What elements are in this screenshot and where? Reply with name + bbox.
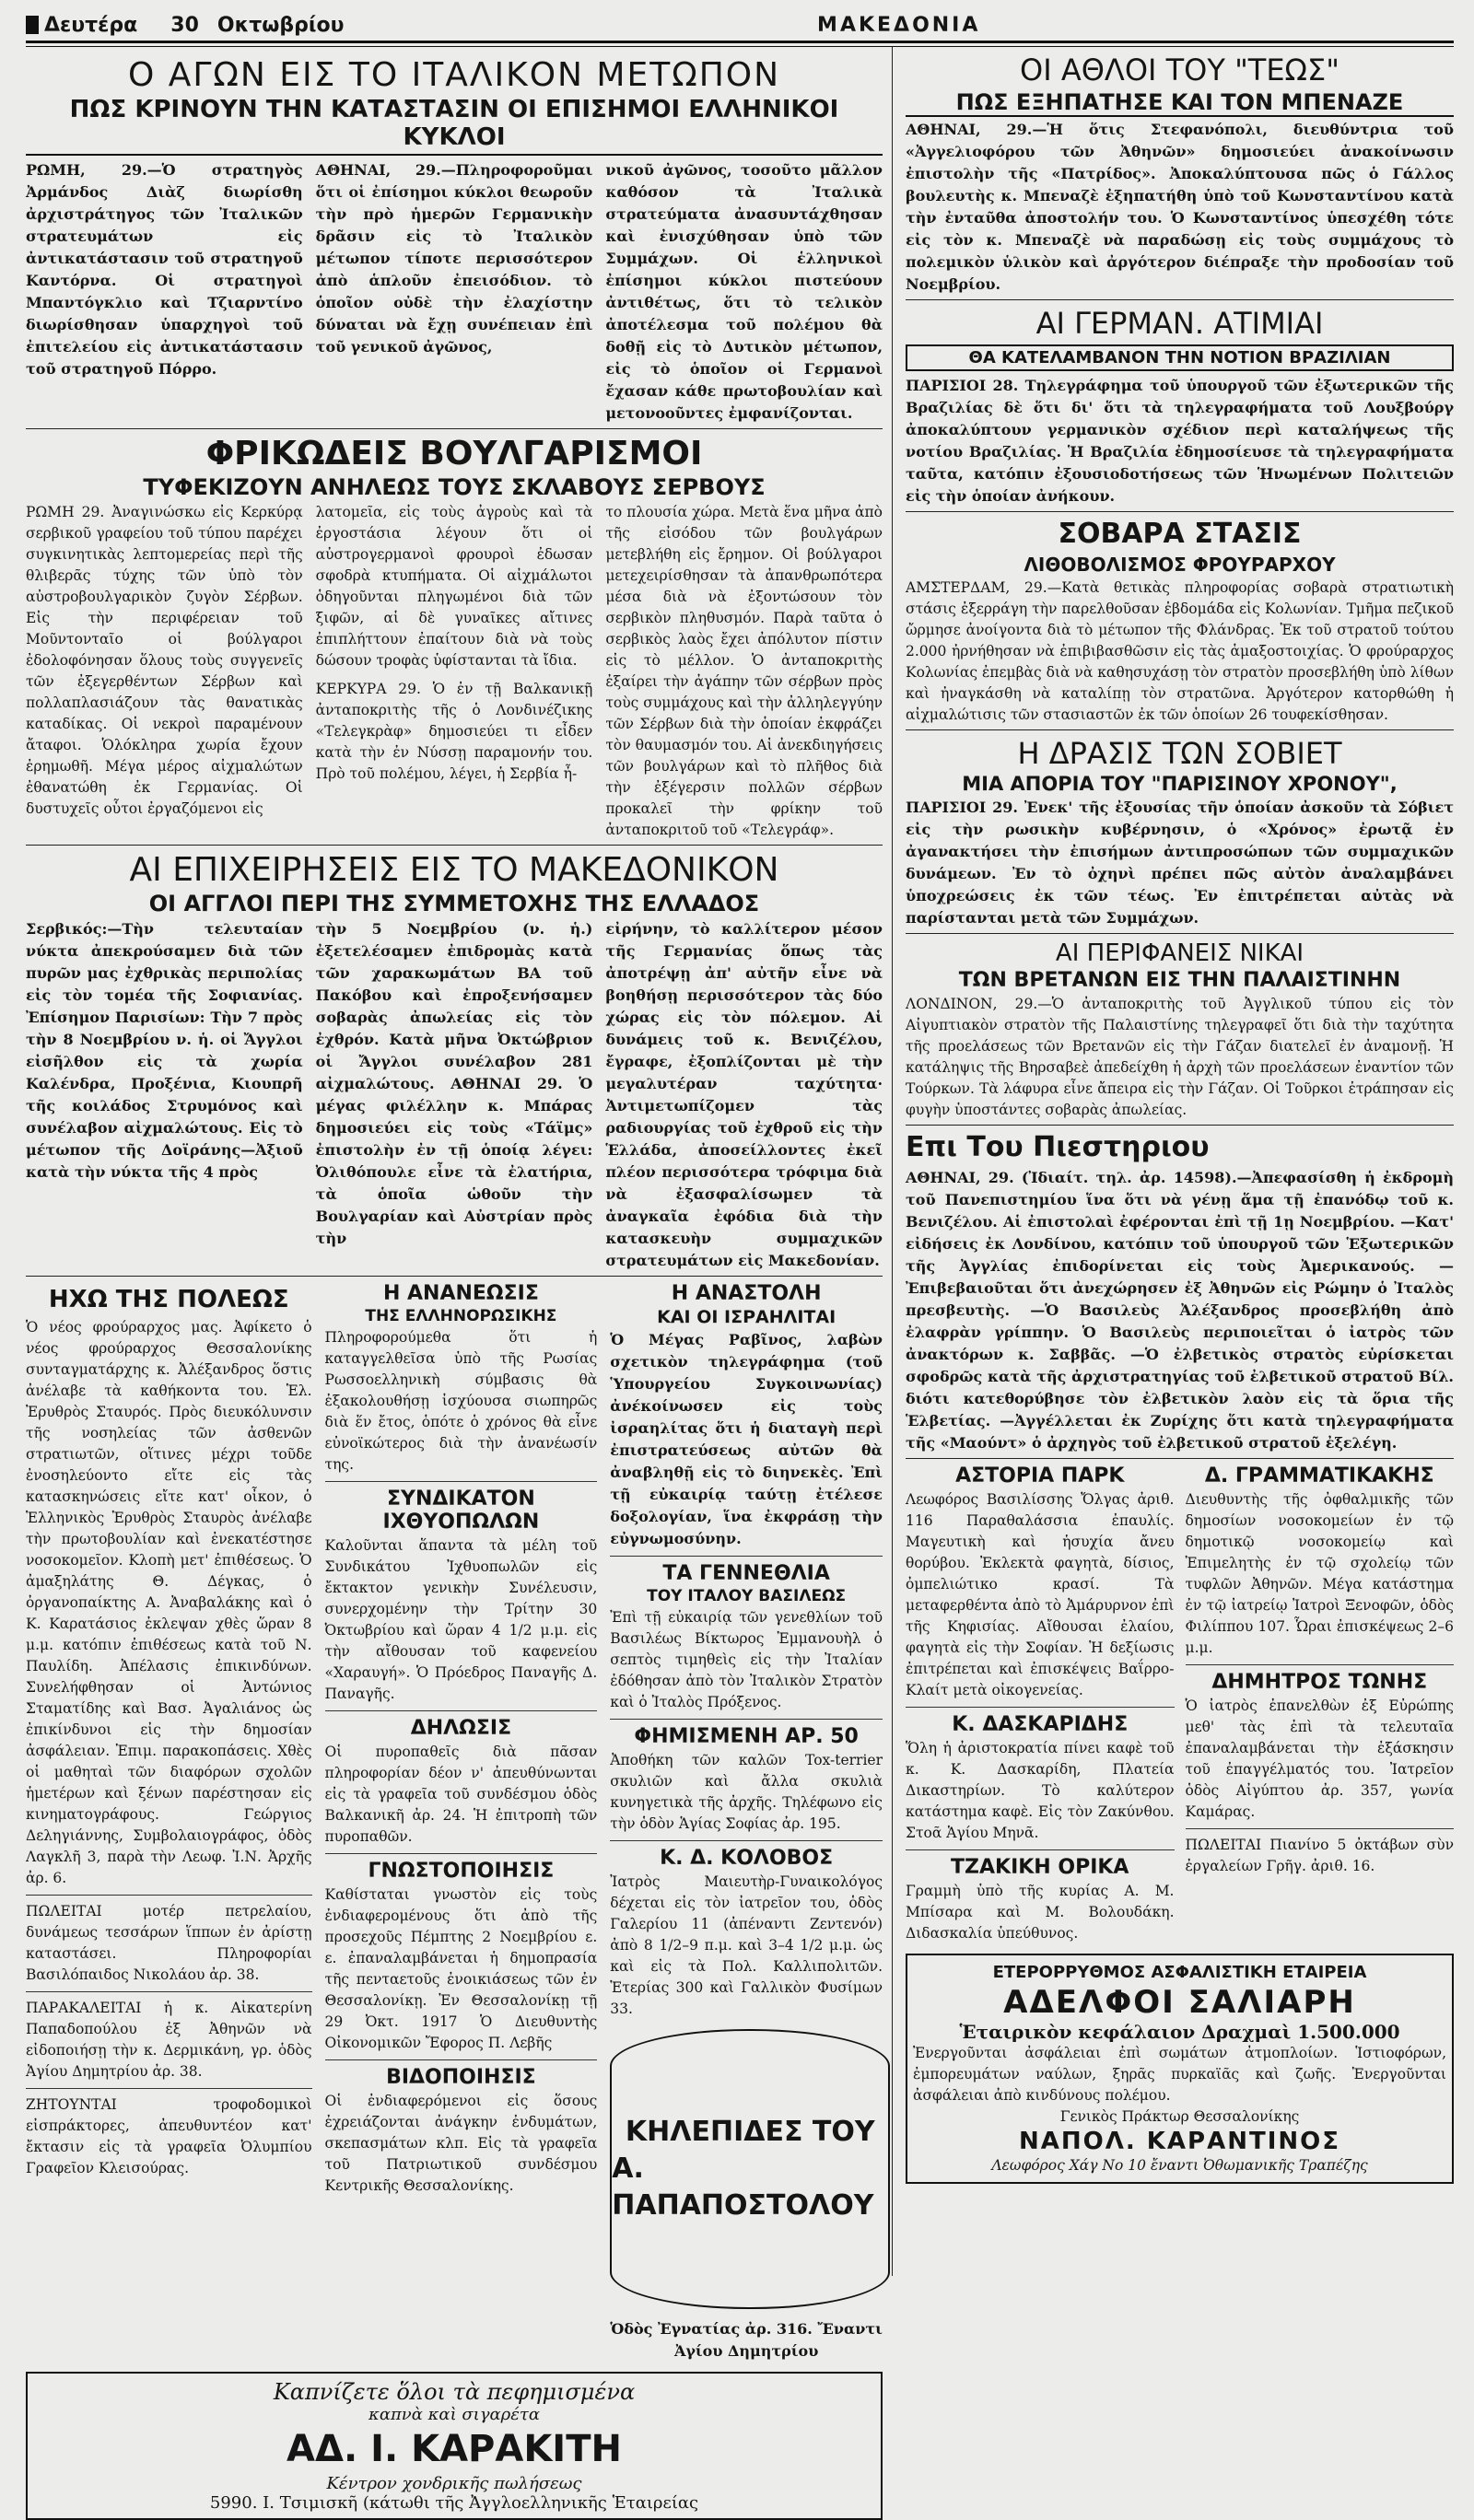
dask-title: Κ. ΔΑΣΚΑΡΙΔΗΣ	[952, 1713, 1129, 1736]
drops-text: Ἀποθήκη τῶν καλῶν Tox-terrier σκυλιῶν καὶ ἄλλα σκυλιὰ κυνηγετικὰ τῆς ἀρχῆς. Τηλέφωνο εἰς τὴν ὁδὸν Ἁγίας Σοφίας ἀρ. 195.	[610, 1752, 883, 1832]
maced-col1: Σερβικός:—Τὴν τελευταίαν νύκτα ἀπεκρούσαμεν διὰ τῶν πυρῶν μας ἐχθρικὰς περιπολίας εἰς τὸν τομέα τῆς Σοφιανίας. Ἐπίσημον Παρισίων: Τὴν 7 πρὸς τὴν 8 Νοεμβρίου ν. ἡ. οἱ Ἄγγλοι εἰσῆλθον εἰς τὰ χωρία Καλένδρα, Προξένια, Κιουπρῆ τῆς κοιλάδος Στρυμόνος καὶ συνέλαβον αἰχμαλώτους. Εἰς τὸ μέτωπον τῆς Δοϊράνης—Ἀξιοῦ κατὰ τὴν νύκτα τῆς 4 πρὸς	[26, 920, 303, 1181]
right-ads	[906, 1463, 1454, 1944]
insurance-header: ΕΤΕΡΟΡΡΥΘΜΟΣ ΑΣΦΑΛΙΣΤΙΚΗ ΕΤΑΙΡΕΙΑ	[992, 1963, 1367, 1982]
karakiti-line2: καπνὰ καὶ σιγαρέτα	[368, 2405, 540, 2424]
serious-title: ΣΟΒΑΡΑ ΣΤΑΣΙΣ	[1058, 518, 1302, 550]
karakiti-line1: Καπνίζετε ὅλοι τὰ πεφημισμένα	[273, 2379, 636, 2405]
masthead-day: Δευτέρα	[44, 13, 138, 37]
soviet-title: Η ΔΡΑΣΙΣ ΤΩΝ ΣΟΒΙΕΤ	[1017, 736, 1342, 771]
press-text: ΑΘΗΝΑΙ, 29. (Ἰδιαίτ. τηλ. ἀρ. 14598).—Ἀπεφασίσθη ἡ ἐκδρομὴ τοῦ Πανεπιστημίου ἵνα ὅτι νὰ γένῃ ἅμα τῇ ἐπανόδῳ τοῦ κ. Βενιζέλου. Αἱ ἐπιστολαὶ ἐφέρονται ἐπὶ τῇ 1ῃ Νοεμβρίου. —Κατ' εἰδήσεις ἐκ Λονδίνου, κατόπιν τοῦ ὑπουργοῦ τῶν Ἑξωτερικῶν τῆς Ἀγγλίας ἐπιδορίνεται εἰς τοὺς Ἀμερικανούς. —Ἐπιβεβαιοῦται ὅτι ἀνεχώρησεν ἐξ Ἀθηνῶν εἰς Ρώμην ὁ Ἰταλὸς πρεσβευτὴς. —Ὁ Βασιλεὺς Ἀλέξανδρος προσεβλήθη ἀπὸ ἐλαφρὰν γρίππην. Ὁ Βασιλεὺς περιποιεῖται ὁ ἰατρὸς τῶν ἀνακτόρων κ. Σαββᾶς. —Ὁ ἐλβετικὸς στρατὸς εὑρίσκεται σφοδρῶς κατὰ τῆς ἀρχιστρατηγίας τοῦ ἐλβετικοῦ στρατοῦ Βίλ. διότι κατεθορύβησε τὸν ἐλβετικὸν λαὸν εἰς τὰ ὅρια τῆς Ἑλβετίας. —Ἀγγέλλεται ἐκ Ζυρίχης ὅτι κατὰ τηλεγραφήματα τῆς «Μαούντ» ὁ ἀρχηγὸς τοῦ ἐλβετικοῦ στρατοῦ ἐξελέγη.	[906, 1169, 1454, 1452]
maced-col2: τὴν 5 Νοεμβρίου (ν. ἡ.) ἐξετελέσαμεν ἐπιδρομὰς κατὰ τῶν χαρακωμάτων ΒΑ τοῦ Πακόβου καὶ ἐπροξενήσαμεν σοβαρὰς ἀπωλείας εἰς τὸν ἐχθρόν. Κατὰ μῆνα Ὀκτώβριον οἱ Ἄγγλοι συνέλαβον 281 αἰχμαλώτους. ΑΘΗΝΑΙ 29. Ὁ μέγας φιλέλλην κ. Μπάρας δημοσιεύει εἰς τοὺς «Τάϊμς» ἐπιστολὴν ἐν τῇ ὁποίᾳ λέγει: Ὀλιθόπουλε εἶνε τὰ ἐλατήρια, τὰ ὁποῖα ὡθοῦν τὴν Βουλγαρίαν καὶ Αὐστρίαν πρὸς τὴν	[315, 920, 593, 1247]
small-ad-2: ΠΑΡΑΚΑΛΕΙΤΑΙ ἡ κ. Αἰκατερίνη Παπαδοπούλου ἐξ Ἀθηνῶν νὰ εἰδοποιήσῃ τὴν κ. Δερμικάνη, γρ. ὁδὸς Ἀγίου Δημητρίου ἀρ. 38.	[26, 2000, 312, 2080]
germ-subtitle: ΘΑ ΚΑΤΕΛΑΜΒΑΝΟΝ ΤΗΝ ΝΟΤΙΟΝ ΒΡΑΖΙΛΙΑΝ	[906, 344, 1454, 371]
emblem-line2: Α. ΠΑΠΑΠΟΣΤΟΛΟΥ	[612, 2152, 874, 2222]
bulgar-article	[26, 502, 883, 841]
karakiti-ad	[26, 2372, 883, 2520]
masthead-month: Οκτωβρίου	[216, 13, 345, 37]
front-col3: νικοῦ ἀγῶνος, τοσοῦτο μᾶλλον καθόσον τὰ Ἰταλικὰ στρατεύματα ἀνασυντάχθησαν καὶ ἐνισχύθησαν ὑπὸ τῶν Συμμάχων. Οἱ ἑλληνικοὶ ἐπίσημοι κύκλοι πιστεύουν ἀντιθέτως, ὅτι τὸ τελικὸν ἀποτέλεσμα τοῦ πολέμου θὰ δοθῇ εἰς τὸ Δυτικὸν μέτωπον, εἰς τὸ ὁποῖον οἱ Γερμανοὶ ἔχασαν κάθε πρωτοβουλίαν καὶ μετονοοῦντες ἐμφανίζονται.	[605, 161, 883, 422]
front-article	[26, 159, 883, 425]
karakiti-line4: 5990. Ι. Τσιμισκῆ (κάτωθι τῆς Ἀγγλοελληνικῆς Ἑταιρείας	[209, 2493, 699, 2513]
front-subtitle: ΠΩΣ ΚΡΙΝΟΥΝ ΤΗΝ ΚΑΤΑΣΤΑΣΙΝ ΟΙ ΕΠΙΣΗΜΟΙ ΕΛΛΗΝΙΚΟΙ ΚΥΚΛΟΙ	[26, 96, 883, 156]
brit-subtitle: ΤΩΝ ΒΡΕΤΑΝΩΝ ΕΙΣ ΤΗΝ ΠΑΛΑΙΣΤΙΝΗΝ	[958, 969, 1401, 992]
park-title: ΑΣΤΟΡΙΑ ΠΑΡΚ	[955, 1464, 1125, 1488]
insurance-address: Λεωφόρος Χάγ Νο 10 ἔναντι Ὀθωμανικῆς Τραπέζης	[991, 2157, 1368, 2174]
tes-text: ΑΘΗΝΑΙ, 29.—Ἡ ὅτις Στεφανόπολι, διευθύντρια τοῦ «Ἀγγελιοφόρου τῶν Ἀθηνῶν» δημοσιεύει ἀνακοίνωσιν ἐπιστολὴν τῆς «Πατρίδος». Ἀποκαλύπτουσα πῶς ὁ Γάλλος βουλευτὴς κ. Μπεναζὲ ἐξηπατήθη ὑπὸ τοῦ Κωνσταντίνου κατὰ τὴν ἐνταῦθα ἀποστολήν του. Ὁ Κωνσταντίνος ὑπεσχέθη τότε εἰς τὸν κ. Μπεναζὲ νὰ παραδώσῃ εἰς τοὺς συμμάχους τὸ πολεμικὸν ὑλικὸν καὶ ἀργότερον διέπραξε τὴν προδοσίαν τοῦ Νοεμβρίου.	[906, 121, 1454, 293]
right-section	[893, 47, 1454, 2276]
front-col1: ΡΩΜΗ, 29.—Ὁ στρατηγὸς Ἀρμάνδος Διὰζ διωρίσθη ἀρχιστράτηγος τῶν Ἰταλικῶν στρατευμάτων εἰς ἀντικατάστασιν τοῦ στρατηγοῦ Καντόρνα. Οἱ στρατηγοὶ Μπαντόγκλιο καὶ Τζιαρντίνο διωρίσθησαν ὑπαρχηγοὶ τοῦ ἐπιτελείου εἰς ἀντικατάστασιν τοῦ στρατηγοῦ Πόρρο.	[26, 161, 303, 378]
small-ad-1: ΠΩΛΕΙΤΑΙ μοτέρ πετρελαίου, δυνάμεως τεσσάρων ἵππων ἐν ἀρίστῃ καταστάσει. Πληροφορίαι Βασιλόπαιδος Νικολάου ἀρ. 38.	[26, 1903, 312, 1983]
masthead-page-number: 30	[170, 13, 199, 37]
serious-text: ΑΜΣΤΕΡΔΑΜ, 29.—Κατὰ θετικὰς πληροφορίας σοβαρὰ στρατιωτικὴ στάσις ἐξερράγη τὴν παρελθοῦσαν ἐβδομάδα εἰς Κολωνίαν. Τμῆμα πεζικοῦ ὤρμησε ἀνοίγοντα διὰ τὸ μέτωπον τῆς Φλάνδρας. Ἐκ τοῦ στρατοῦ τούτου 2.000 ἠρνήθησαν νὰ ἐπιβιβασθῶσιν εἰς τὰς ἁμαξοστοιχίας. Ὁ φρούραρχος Κολωνίας ἐπεμβὰς διὰ νὰ καθησυχάσῃ τὸν στρατὸν προσεβλήθη ὑπὸ λίθων καὶ ἠναγκάσθη νὰ καταλίπῃ τὸν στρατῶνα. Ἀργότερον κατορθώθη ἡ αἰχμαλώτισις τῶν στασιαστῶν ἐκ τῶν ὁποίων 26 τουφεκίσθησαν.	[906, 579, 1454, 723]
insurance-ad	[906, 1954, 1454, 2184]
rebirth-text: Ὁ Μέγας Ραβῖνος, λαβὼν σχετικὸν τηλεγράφημα (τοῦ Ὑπουργείου Συγκοινωνίας) ἀνέκοίνωσεν εἰς τοὺς ἰσραηλίτας ὅτι ἡ διαταγὴ περὶ ἐπιστρατεύσεως αὐτῶν θὰ ἀναβληθῇ εἰς τὸ διηνεκὲς. Ἐπὶ τῇ εὐκαιρίᾳ ταύτῃ ἐτέλεσε δοξολογίαν, ἵνα ἐκφράσῃ τὴν εὐγνωμοσύνην.	[610, 1331, 883, 1547]
bulgar-col2: λατομεῖα, εἰς τοὺς ἀγροὺς καὶ τὰ ἐργοστάσια λέγουν ὅτι οἱ αὐστρογερμανοὶ φρουροὶ ἐδωσαν σφοδρὰ κτυπήματα. Οἱ αἰχμάλωτοι ὁδηγοῦνται πληγωμένοι διὰ τῶν ξιφῶν, αἱ δὲ γυναῖκες αἴτινες ἐπιπλήττουν ἐπαίτουν διὰ νὰ τοὺς δώσουν τροφὰς ὑφίστανται τὰ ἴδια.	[315, 504, 593, 669]
kolovos-text: Ἰατρὸς Μαιευτὴρ-Γυναικολόγος δέχεται εἰς τὸν ἰατρεῖον του, ὁδὸς Γαλερίου 11 (ἀπέναντι Ζεντενόν) ἀπὸ 8 1/2–9 π.μ. καὶ 3–4 1/2 μ.μ. ὡς καὶ εἰς τὰ Πολ. Καλλιπολιτῶν. Ἑτερίας 300 καὶ Γαλλικὸν Φυσίμων 33.	[610, 1873, 883, 2017]
echo-title: ΗΧΩ ΤΗΣ ΠΟΛΕΩΣ	[48, 1286, 289, 1313]
tes-subtitle: ΠΩΣ ΕΞΗΠΑΤΗΣΕ ΚΑΙ ΤΟΝ ΜΠΕΝΑΖΕ	[906, 89, 1454, 117]
front-col2: ΑΘΗΝΑΙ, 29.—Πληροφοροῦμαι ὅτι οἱ ἐπίσημοι κύκλοι θεωροῦν τὴν πρὸ ἡμερῶν Γερμανικὴν δρᾶσιν εἰς τὸ Ἰταλικὸν μέτωπον τίποτε περισσότερον ἀπὸ ἁπλοῦν ἐπεισόδιον. τὸ ὁποῖον οὐδὲ τὴν ἐλαχίστην δύναται νὰ ἔχῃ συνέπειαν ἐπὶ τοῦ γενικοῦ ἀγῶνος,	[315, 161, 593, 356]
lower-left	[26, 1280, 883, 2362]
tonis-text: Ὁ ἰατρὸς ἐπανελθὼν ἐξ Εὐρώπης μεθ' τὰς ἐπὶ τὰ τελευταῖα ἐπαναλαμβάνεται τὴν ἐξάσκησιν τοῦ ἐπαγγέλματός του. Ἰατρεῖον ὁδὸς Αἰγύπτου ἀρ. 357, γωνία Καμάρας.	[1185, 1698, 1454, 1820]
tzaj-text: Γραμμὴ ὑπὸ τῆς κυρίας Α. Μ. Μπίσαρα καὶ Μ. Βολουδάκη. Διδασκαλία ὑπεύθυνος.	[906, 1883, 1175, 1942]
bid-title: ΒΙΔΟΠΟΙΗΣΙΣ	[386, 2066, 536, 2089]
serious-subtitle: ΛΙΘΟΒΟΛΙΣΜΟΣ ΦΡΟΥΡΑΡΧΟΥ	[1024, 554, 1336, 576]
tzaj-title: ΤΖΑΚΙΚΗ ΟΡΙΚΑ	[951, 1856, 1129, 1879]
rebirth-subtitle: ΚΑΙ ΟΙ ΙΣΡΑΗΛΙΤΑΙ	[657, 1307, 836, 1327]
soviet-subtitle: ΜΙΑ ΑΠΟΡΙΑ ΤΟΥ "ΠΑΡΙΣΙΝΟΥ ΧΡΟΝΟΥ",	[962, 773, 1398, 795]
germ-text: ΠΑΡΙΣΙΟΙ 28. Τηλεγράφημα τοῦ ὑπουργοῦ τῶν ἐξωτερικῶν τῆς Βραζιλίας δὲ ὅτι δι' ὅτι τὰ τηλεγραφήματα τοῦ Λουξβούργ ἀποκαλύπτουν γερμανικὸν σχέδιον περὶ καταλήψεως τῆς νοτίου Βραζιλίας. Ἡ Βραζιλία ἐδημοσίευσε τὰ τηλεγραφήματα ταῦτα, κατόπιν ἐξουσιοδοτήσεως τῶν Ἡνωμένων Πολιτειῶν εἰς τὴν ὁποίαν ἀνήκουν.	[906, 377, 1454, 505]
soviet-text: ΠΑΡΙΣΙΟΙ 29. Ἐνεκ' τῆς ἐξουσίας τῆν ὁποίαν ἀσκοῦν τὰ Σόβιετ εἰς τὴν ρωσικὴν κυβέρνησιν, ὁ «Χρόνος» ἐρωτᾷ ἐν ἀγανακτήσει τὴν ἐπισήμων ἀντιπροσώπων τῶν συμμαχικῶν δυνάμεων. Ἐν τὸ ὀχηνὶ πρέπει πῶς αὐτὸν ἀναλαμβάνει ὑποχρεώσεις ἐκ τῶν τέως. Ἐν ἐπιτρέπεται αὐτὰς νὰ παρίστανται μετὰ τῶν Συμμάχων.	[906, 799, 1454, 927]
insurance-name: ΑΔΕΛΦΟΙ ΣΑΛΙΑΡΗ	[1003, 1984, 1356, 2021]
karakiti-line3: Κέντρον χονδρικῆς πωλήσεως	[326, 2474, 582, 2493]
columns	[26, 47, 1454, 2513]
bulgar-title: ΦΡΙΚΩΔΕΙΣ ΒΟΥΛΓΑΡΙΣΜΟΙ	[205, 435, 703, 472]
brit-text: ΛΟΝΔΙΝΟΝ, 29.—Ὁ ἀνταποκριτὴς τοῦ Ἀγγλικοῦ τύπου εἰς τὸν Αἰγυπτιακὸν στρατὸν τῆς Παλαιστίνης τηλεγραφεῖ ὅτι διὰ τὴν ταχύτητα τῆς προελάσεως τῶν Βρετανῶν εἰς τὴν Γάζαν διατελεῖ ἐν ἀναμονῇ. Ἡ κατάληψις τῆς Βηρσαβεὲ ἀπεδείχθη ἡ ἀρχὴ τῶν προελάσεων ἐναντίον τῶν Τούρκων. Τὰ λάφυρα εἶνε ἄπειρα εἰς τὴν Γάζαν. Οἱ Τοῦρκοι ἐτράπησαν εἰς φυγὴν ὑποστάντες σοβαρὰς ἀπωλείας.	[906, 996, 1454, 1118]
masthead-title: ΜΑΚΕΔΟΝΙΑ	[817, 13, 981, 37]
park-text: Λεωφόρος Βασιλίσσης Ὄλγας ἀριθ. 116 Παραθαλάσσια ἐπαυλίς. Μαγευτικὴ καὶ ἡσυχία ἄνευ θορύβου. Ἐκλεκτὰ φαγητὰ, δίσιος, ὀμπελιώτικο κρασί. Τὰ μεταφερθέντα ἀπὸ τὸ Ἀμάρυρνον ἐπὶ τῆς Κηφισίας. Αἴθουσαι ἐλαίου, φαγητὰ εἰς τὴν Σοφίαν. Ἡ δεξίωσις ἐπιτρέπεται καὶ ἐπισκέψεις Βαΐρρο-Κλαίτ μετὰ οἰκογενείας.	[906, 1491, 1175, 1698]
maced-subtitle: ΟΙ ΑΓΓΛΟΙ ΠΕΡΙ ΤΗΣ ΣΥΜΜΕΤΟΧΗΣ ΤΗΣ ΕΛΛΑΔΟΣ	[148, 891, 760, 916]
maced-col3: εἰρήνην, τὸ καλλίτερον μέσον τῆς Γερμανίας ὅπως τὰς ἀποτρέψῃ ἀπ' αὐτῆν εἶνε νὰ βοηθήσῃ περισσότερον τὰς δύο χώρας εἰς τὸν πόλεμον. Αἱ δυνάμεις τοῦ κ. Βενιζέλου, ἔγραφε, ἐξοπλίζονται μὲ τὴν μεγαλυτέραν ταχύτητα· Ἀντιμετωπίζομεν τὰς ραδιουργίας τοῦ ἐχθροῦ εἰς τὴν Ἑλλάδα, ἀποσείλλοντες ἐκεῖ πλέον περισσότερα τρόφιμα διὰ νὰ ἐξασφαλίσωμεν τὰ ἀναγκαῖα ἐφόδια διὰ τὴν κατασκευὴν συμμαχικῶν στρατευμάτων εἰς Μακεδονίαν.	[605, 920, 883, 1269]
left-section	[26, 47, 893, 2513]
small-ad-3: ΖΗΤΟΥΝΤΑΙ τροφοδομικοὶ εἰσπράκτορες, ἀπευθυντέον κατ' ἔκτασιν εἰς τὰ γραφεῖα Ὀλυμπίου Γραφεῖον Κλεισούρας.	[26, 2096, 312, 2176]
echo-text: Ὁ νέος φρούραρχος μας. Ἀφίκετο ὁ νέος φρούραρχος Θεσσαλονίκης συνταγματάρχης κ. Ἀλέξανδρος ὅστις ἀνέλαβε τὰ καθήκοντα του. Ἑλ. Ἐρυθρὸς Σταυρός. Πρὸς διευκόλυνσιν τῆς νοσηλείας τῶν ἀσθενῶν στρατιωτῶν, οἵτινες μέχρι τοῦδε ἐνοσηλεύοντο εἴτε εἰς τὰς κατασκηνώσεις εἴτε κατ' οἶκον, ὁ Ἑλληνικὸς Ἐρυθρὸς Σταυρὸς ἀνέλαβε τὴν πρωτοβουλίαν καὶ ἐνεκατέστησε νοσοκομεῖον. Κλοπὴ μετ' ἐπιθέσεως. Ὁ ἀμαξηλάτης Θ. Δέγκας, ὁ ὀργανοπαίκτης Α. Ἀναβαλάκης καὶ ὁ Κ. Καρατάσιος ἐκλεψαν χθὲς ὥραν 8 μ.μ. κατόπιν ἐπιθέσεως κατὰ τοῦ Ν. Παυλίδη. Ἀπέλασις ἐπικινδύνων. Συνελήφθησαν οἱ Ἀντώνιος Σταματίδης καὶ Βασ. Ἀγαλιάνος ὡς ἐπικίνδυνοι εἰς τὴν δημοσίαν ἀσφάλειαν. Ἐπιμ. παρακοπάσεις. Χθὲς οἱ μαθηταὶ τῶν διαφόρων σχολῶν ἡμετέρων καὶ ξένων παρέστησαν εἰς κινηματογράφους. Γεώργιος Δεληγιάννης, Συμβολαιογράφος, ὁδὸς Λαγκλῆ 3, παρὰ τὴν Λεωφ. Ἰ.Ν. Ἀρχῆς ἀρ. 6.	[26, 1319, 312, 1886]
gramm-title: Δ. ΓΡΑΜΜΑΤΙΚΑΚΗΣ	[1204, 1464, 1434, 1488]
notice-text: Καθίσταται γνωστὸν εἰς τοὺς ἐνδιαφερομένους ὅτι ἀπὸ τῆς προσεχοῦς Πέμπτης 2 Νοεμβρίου ε. ε. ἐπαναλαμβάνεται ἡ δημοπρασία τῆς πενταετοῦς ἐνοικιάσεως τῶν ἐν Θεσσαλονίκῃ. Ἐν Θεσσαλονίκῃ τῇ 29 Ὀκτ. 1917 Ὁ Διευθυντὴς Οἰκονομικῶν Ἔφορος Π. Λεβῆς	[324, 1886, 598, 2051]
masthead	[26, 9, 1454, 43]
gramm-text: Διευθυντὴς τῆς ὀφθαλμικῆς τῶν δημοσίων νοσοκομείων ἐν τῷ δημοτικῷ νοσοκομείῳ καὶ Ἐπιμελητὴς ἐν τῷ σχολείῳ τῶν τυφλῶν Ἀθηνῶν. Μέγα κατάστημα ἐν τῷ ἰατρείῳ Ἰατροὶ Ξενοφῶν, ὁδὸς Φιλίππου 107. Ὧραι ἐπισκέψεως 2–6 μ.μ.	[1185, 1491, 1454, 1656]
front-title: Ο ΑΓΩΝ ΕΙΣ ΤΟ ΙΤΑΛΙΚΟΝ ΜΕΤΩΠΟΝ	[127, 56, 781, 94]
bid-text: Οἱ ἐνδιαφερόμενοι εἰς ὅσους ἐχρειάζονται ἀνάγκην ἐνδυμάτων, σκεπασμάτων κλπ. Εἰς τὰ γραφεῖα τοῦ Πατριωτικοῦ συνδέσμου Κεντρικῆς Θεσσαλονίκης.	[324, 2093, 598, 2194]
germ-title: ΑΙ ΓΕΡΜΑΝ. ΑΤΙΜΙΑΙ	[1035, 306, 1324, 341]
insurance-agent: Γενικὸς Πράκτωρ Θεσσαλονίκης	[1059, 2108, 1300, 2125]
maced-article	[26, 918, 883, 1272]
bulgar-kerkyra: ΚΕΡΚΥΡΑ 29. Ὁ ἐν τῇ Βαλκανικῇ ἀνταποκριτὴς τῆς ὁ Λονδινέζικης «Τελεγκρὰφ» δημοσιεύει τι εἶδεν κατὰ τὴν ἐν Νύσσῃ παραμονήν του. Πρὸ τοῦ πολέμου, λέγει, ἡ Σερβία ἦ-	[315, 681, 593, 782]
insurance-agent-name: ΝΑΠΟΛ. ΚΑΡΑΝΤΙΝΟΣ	[1018, 2128, 1341, 2155]
notice-title: ΓΝΩΣΤΟΠΟΙΗΣΙΣ	[368, 1860, 555, 1883]
insurance-capital: Ἑταιρικὸν κεφάλαιον Δραχμαὶ 1.500.000	[959, 2021, 1400, 2043]
bulgar-subtitle: ΤΥΦΕΚΙΖΟΥΝ ΑΝΗΛΕΩΣ ΤΟΥΣ ΣΚΛΑΒΟΥΣ ΣΕΡΒΟΥΣ	[143, 474, 766, 500]
emblem	[610, 2029, 890, 2309]
emblem-address: Ὁδὸς Ἐγνατίας ἀρ. 316. Ἔναντι Ἀγίου Δημητρίου	[610, 2320, 883, 2360]
declare-title: ΔΗΛΩΣΙΣ	[410, 1717, 512, 1740]
kolovos-title: Κ. Δ. ΚΟΛΟΒΟΣ	[660, 1847, 834, 1870]
births-title: ΤΑ ΓΕΝΝΕΘΛΙΑ	[662, 1562, 830, 1585]
bulgar-col3: το πλουσία χώρα. Μετὰ ἕνα μῆνα ἀπὸ τῆς εἰσόδου τῶν βουλγάρων μετεβλήθη εἰς ἔρημον. Οἱ βούλγαροι μετεχειρίσθησαν τὰ ἀπανθρωπότερα μέσα διὰ νὰ ἐξοντώσουν τὸν σερβικὸν πληθυσμόν. Παρὰ ταῦτα ὁ σερβικὸς λαὸς ἔχει ἀπόλυτον πίστιν εἰς τὸ μέλλον. Ὁ ἀνταποκριτὴς ἐξαίρει τὴν ἀγάπην τῶν σέρβων πρὸς τοὺς συμμάχους καὶ τὴν ἀλληλεγγύην τῶν Σέρβων διὰ τὴν ὁποίαν ἐκφράζει τὸν θαυμασμόν του. Αἱ ἀνεκδιηγήσεις τῶν βουλγάρων καὶ τὸ πλῆθος διὰ τὴν ἐξέγερσιν πολλῶν σέρβων προκαλεῖ τὴν φρίκην τοῦ ἀνταποκριτοῦ τοῦ «Τελεγράφ».	[605, 504, 883, 838]
drops-title: ΦΗΜΙΣΜΕΝΗ ΑΡ. 50	[634, 1725, 859, 1748]
syndicate-text: Καλοῦνται ἅπαντα τὰ μέλη τοῦ Συνδικάτου Ἰχθυοπωλῶν εἰς ἔκτακτον γενικὴν Συνέλευσιν, συνερχομένην τὴν Τρίτην 30 Ὀκτωβρίου καὶ ὥραν 4 1/2 μ.μ. εἰς τὴν αἴθουσαν τοῦ καφενείου «Χαραυγή». Ὁ Πρόεδρος Παναγῆς Δ. Παναγῆς.	[324, 1537, 598, 1702]
declare-text: Οἱ πυροπαθεῖς διὰ πᾶσαν πληροφορίαν δέον ν' ἀπευθύνωνται εἰς τὰ γραφεῖα τοῦ συνδέσμου ὁδὸς Βαλκανικῆ ἀρ. 24. Ἡ ἐπιτροπὴ τῶν πυροπαθῶν.	[324, 1744, 598, 1845]
sell-text: ΠΩΛΕΙΤΑΙ Πιανίνο 5 ὀκτάβων σὺν ἐργαλείων Γρῆγ. ἀριθ. 16.	[1185, 1837, 1454, 1874]
bulgar-col1: ΡΩΜΗ 29. Ἀναγινώσκω εἰς Κερκύρᾳ σερβικοῦ γραφείου τοῦ τύπου παρέχει συγκινητικὰς λεπτομερείας περὶ τῆς θλιβερᾶς τύχης τῶν ὑπὸ τὸν αὐστροβουλγαρικὸν ζυγὸν Σέρβων. Εἰς τὴν περιφέρειαν τοῦ Μοῦντονταῖο οἱ βούλγαροι ἐδολοφόνησαν ὅλους τοὺς συγγενεῖς τῶν ἐξεγερθέντων Σέρβων καὶ πολλαπλασιάζουν τὰς θανατικὰς καταδίκας. Οἱ νεκροὶ παραμένουν ἄταφοι. Ὁλόκληρα χωρία ἔχουν ἐρημωθῆ. Μέγα μέρος αἰχμαλώτων ἐθανατώθη ἐκ Γερμανίας. Οἱ δυστυχεῖς οὗτοι ἐργαζόμενοι εἰς	[26, 504, 303, 817]
renew-text: Πληροφορούμεθα ὅτι ἡ καταγγελθεῖσα ὑπὸ τῆς Ρωσίας Ρωσσοελληνικὴ σύμβασις θὰ ἐξακολουθήσῃ ἰσχύουσα σιωπηρῶς διὰ ἕν ἔτος, ὁπότε ὁ χρόνος θὰ εἶνε εὐνοϊκώτερος διὰ τὴν ἀνανέωσίν της.	[324, 1329, 598, 1473]
insurance-text: Ἐνεργοῦνται ἀσφάλειαι ἐπὶ σωμάτων ἀτμοπλοίων. Ἱστιοφόρων, ἐμπορευμάτων ναύλων, ξηρᾶς πυρκαϊᾶς καὶ ζωῆς. Ἐνεργοῦνται ἀσφάλειαι ἀπὸ κινδύνους πολέμου.	[913, 2045, 1446, 2104]
dask-text: Ὅλη ἡ ἀριστοκρατία πίνει καφὲ τοῦ κ. Κ. Δασκαρίδη, Πλατεία Δικαστηρίων. Τὸ καλύτερον κατάστημα καφὲ. Εἰς τὸν Ζακύνθου. Στοᾶ Ἁγίου Μηνᾶ.	[906, 1740, 1175, 1841]
births-subtitle: ΤΟΥ ΙΤΑΛΟΥ ΒΑΣΙΛΕΩΣ	[647, 1587, 847, 1605]
births-text: Ἐπὶ τῇ εὐκαιρίᾳ τῶν γενεθλίων τοῦ Βασιλέως Βίκτωρος Ἐμμανουὴλ ὁ σεπτὸς τιμηθεὶς εἰς τὴν Ἰταλίαν ἐδόθησαν ἀπὸ τὸν Ἰταλικὸν Στρατὸν καὶ ὁ Ἰταλὸς Πρόξενος.	[610, 1609, 883, 1710]
tonis-title: ΔΗΜΗΤΡΟΣ ΤΩΝΗΣ	[1211, 1671, 1428, 1694]
masthead-block-icon	[26, 16, 39, 34]
syndicate-title: ΣΥΝΔΙΚΑΤΟΝ ΙΧΘΥΟΠΩΛΩΝ	[382, 1488, 540, 1534]
karakiti-name: ΑΔ. Ι. ΚΑΡΑΚΙΤΗ	[287, 2428, 622, 2470]
press-title: Επι Του Πιεστηριου	[906, 1131, 1210, 1163]
renew-title: Η ΑΝΑΝΕΩΣΙΣ	[382, 1282, 539, 1305]
emblem-line1: ΚΗΛΕΠΙΔΕΣ ΤΟΥ	[625, 2116, 875, 2148]
maced-title: ΑΙ ΕΠΙΧΕΙΡΗΣΕΙΣ ΕΙΣ ΤΟ ΜΑΚΕΔΟΝΙΚΟΝ	[129, 851, 779, 889]
tes-title: ΟΙ ΑΘΛΟΙ ΤΟΥ "ΤΕΩΣ"	[1020, 52, 1339, 88]
brit-title: ΑΙ ΠΕΡΙΦΑΝΕΙΣ ΝΙΚΑΙ	[1055, 939, 1304, 967]
rebirth-title: Η ΑΝΑΣΤΟΛΗ	[671, 1282, 822, 1305]
renew-subtitle: ΤΗΣ ΕΛΛΗΝΟΡΩΣΙΚΗΣ	[365, 1307, 557, 1325]
